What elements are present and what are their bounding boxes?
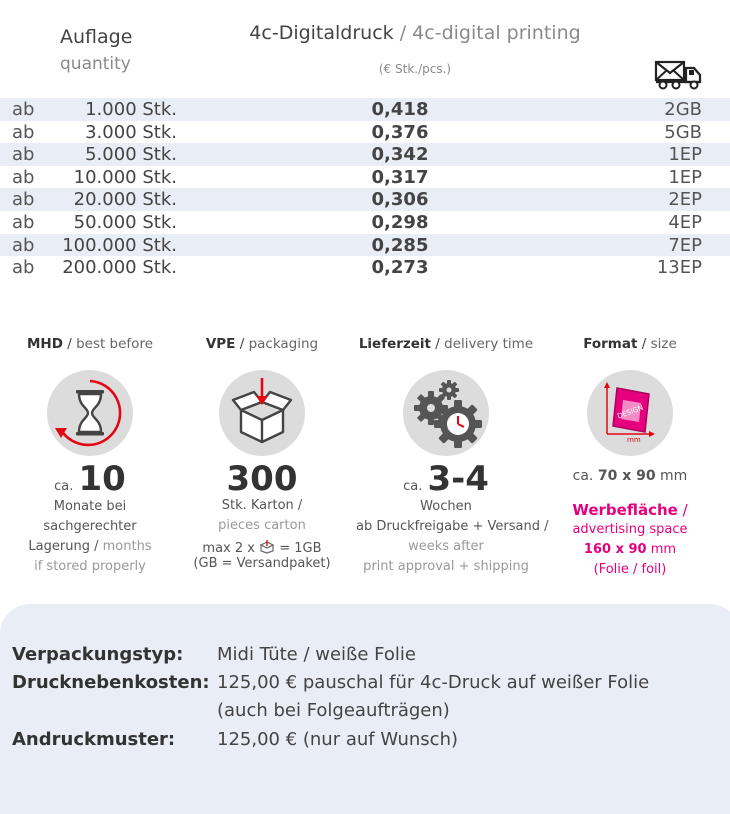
advertising-title bbox=[540, 500, 720, 520]
small-box-icon bbox=[259, 540, 275, 554]
ab-label: ab bbox=[12, 234, 35, 256]
vpe-title-de: VPE bbox=[205, 336, 236, 352]
advertising-sep: / bbox=[677, 501, 688, 519]
delivery-line3: weeks after bbox=[408, 539, 484, 554]
delivery-value bbox=[356, 459, 536, 499]
vpe-line2: pieces carton bbox=[218, 518, 306, 533]
format-size-prefix: ca. bbox=[572, 468, 594, 484]
vpe-title-en: packaging bbox=[248, 336, 319, 352]
design-label: DESIGN bbox=[616, 403, 645, 421]
format-size: 70 x 90 bbox=[597, 468, 656, 484]
shipping-cell: 13EP bbox=[656, 257, 702, 279]
quantity-cell: 10.000 Stk. bbox=[73, 166, 177, 188]
delivery-info bbox=[356, 336, 549, 577]
quantity-cell: 200.000 Stk. bbox=[62, 257, 177, 279]
quantity-header bbox=[60, 26, 140, 74]
price-cell: 0,306 bbox=[371, 189, 429, 211]
mhd-line3-de: Lagerung bbox=[28, 539, 90, 554]
quantity-cell: 1.000 Stk. bbox=[85, 99, 177, 120]
mhd-title-sep: / bbox=[62, 336, 77, 352]
shipping-cell: 1EP bbox=[668, 166, 702, 188]
table-row bbox=[0, 211, 730, 234]
proof-value: 125,00 € (nur auf Wunsch) bbox=[217, 729, 459, 750]
advertising-foil: (Folie / foil) bbox=[593, 562, 667, 577]
ab-label: ab bbox=[12, 121, 35, 143]
box-icon bbox=[219, 370, 305, 456]
mhd-title-de: MHD bbox=[26, 336, 63, 352]
vpe-line1: Stk. Karton / bbox=[221, 498, 303, 513]
format-title bbox=[540, 336, 720, 352]
advertising-unit: mm bbox=[650, 542, 677, 557]
vpe-number: 300 bbox=[226, 459, 298, 499]
quantity-cell: 3.000 Stk. bbox=[85, 121, 177, 143]
print-header-sep: / bbox=[399, 22, 407, 44]
format-size-line bbox=[540, 466, 720, 486]
mhd-line3-en: months bbox=[102, 539, 152, 554]
price-cell: 0,317 bbox=[371, 166, 429, 188]
vpe-value bbox=[172, 459, 352, 499]
vpe-title bbox=[172, 336, 352, 352]
ab-label: ab bbox=[12, 211, 35, 233]
format-title-en: size bbox=[650, 336, 677, 352]
ab-label: ab bbox=[12, 189, 35, 211]
vpe-title-sep: / bbox=[235, 336, 249, 352]
quantity-cell: 100.000 Stk. bbox=[62, 234, 177, 256]
extra-costs-value-2: (auch bei Folgeaufträgen) bbox=[217, 700, 450, 721]
quantity-cell: 5.000 Stk. bbox=[85, 144, 177, 166]
mhd-line3-sep: / bbox=[89, 539, 103, 554]
vpe-gb-note: (GB = Versandpaket) bbox=[193, 556, 331, 571]
quantity-cell: 50.000 Stk. bbox=[73, 211, 177, 233]
quantity-header-en: quantity bbox=[60, 54, 131, 74]
packaging-type-label: Verpackungstyp: bbox=[12, 644, 184, 665]
print-header-en: 4c-digital printing bbox=[412, 22, 581, 44]
vpe-max-pre: max 2 x bbox=[202, 541, 255, 556]
mhd-value bbox=[0, 459, 180, 499]
extra-costs-value: 125,00 € pauschal für 4c-Druck auf weißer Folie bbox=[217, 672, 650, 693]
delivery-title-en: delivery time bbox=[444, 336, 534, 352]
shipping-cell: 4EP bbox=[668, 211, 702, 233]
format-design-icon bbox=[587, 370, 673, 456]
delivery-line2: ab Druckfreigabe + Versand / bbox=[356, 519, 549, 534]
details-panel bbox=[0, 604, 730, 814]
mhd-line1: Monate bei bbox=[53, 499, 127, 514]
delivery-title-de: Lieferzeit bbox=[358, 336, 431, 352]
quantity-header-de: Auflage bbox=[60, 26, 133, 48]
ab-label: ab bbox=[12, 144, 35, 166]
format-size-unit: mm bbox=[660, 468, 688, 484]
print-header-de: 4c-Digitaldruck bbox=[249, 22, 394, 44]
price-cell: 0,273 bbox=[371, 257, 429, 279]
mhd-line3 bbox=[0, 537, 180, 557]
price-cell: 0,418 bbox=[371, 99, 429, 120]
price-unit: (€ Stk./pcs.) bbox=[378, 62, 452, 76]
advertising-en: advertising space bbox=[572, 522, 688, 537]
gears-clock-icon bbox=[403, 370, 489, 456]
price-cell: 0,342 bbox=[371, 144, 429, 166]
mhd-title bbox=[0, 336, 180, 352]
mhd-line4: if stored properly bbox=[34, 559, 146, 574]
shipping-cell: 2EP bbox=[668, 189, 702, 211]
vpe-info bbox=[172, 336, 352, 571]
ab-label: ab bbox=[12, 166, 35, 188]
table-row bbox=[0, 256, 730, 279]
delivery-line4: print approval + shipping bbox=[363, 559, 529, 574]
mhd-info bbox=[0, 336, 180, 577]
table-row bbox=[0, 143, 730, 166]
mm-label: mm bbox=[627, 436, 641, 444]
delivery-title-sep: / bbox=[431, 336, 445, 352]
quantity-cell: 20.000 Stk. bbox=[73, 189, 177, 211]
price-cell: 0,285 bbox=[371, 234, 429, 256]
shipping-cell: 1EP bbox=[668, 144, 702, 166]
table-row bbox=[0, 188, 730, 211]
advertising-size: 160 x 90 bbox=[583, 542, 647, 557]
vpe-max-post: = 1GB bbox=[279, 541, 322, 556]
mhd-line2: sachgerechter bbox=[43, 519, 137, 534]
truck-mail-icon bbox=[654, 58, 704, 90]
packaging-type-value: Midi Tüte / weiße Folie bbox=[217, 644, 416, 665]
advertising-size-line bbox=[540, 540, 720, 560]
delivery-prefix: ca. bbox=[403, 479, 423, 494]
mhd-number: 10 bbox=[78, 459, 126, 499]
format-title-sep: / bbox=[637, 336, 651, 352]
table-row bbox=[0, 121, 730, 144]
delivery-number: 3-4 bbox=[427, 459, 489, 499]
print-header bbox=[220, 22, 610, 44]
shipping-cell: 7EP bbox=[668, 234, 702, 256]
format-info bbox=[540, 336, 720, 580]
shipping-cell: 2GB bbox=[664, 99, 702, 120]
price-cell: 0,298 bbox=[371, 211, 429, 233]
price-cell: 0,376 bbox=[371, 121, 429, 143]
ab-label: ab bbox=[12, 257, 35, 279]
table-row bbox=[0, 234, 730, 257]
hourglass-icon bbox=[47, 370, 133, 456]
table-row bbox=[0, 166, 730, 189]
vpe-max-line bbox=[172, 540, 352, 556]
delivery-title bbox=[356, 336, 536, 352]
extra-costs-label: Drucknebenkosten: bbox=[12, 672, 210, 693]
delivery-line1: Wochen bbox=[420, 499, 472, 514]
advertising-de: Werbefläche bbox=[572, 501, 678, 519]
mhd-title-en: best before bbox=[76, 336, 154, 352]
mhd-prefix: ca. bbox=[54, 479, 74, 494]
format-title-de: Format bbox=[583, 336, 638, 352]
proof-label: Andruckmuster: bbox=[12, 729, 176, 750]
shipping-cell: 5GB bbox=[664, 121, 702, 143]
table-row bbox=[0, 98, 730, 121]
price-table bbox=[0, 98, 730, 279]
ab-label: ab bbox=[12, 99, 35, 120]
